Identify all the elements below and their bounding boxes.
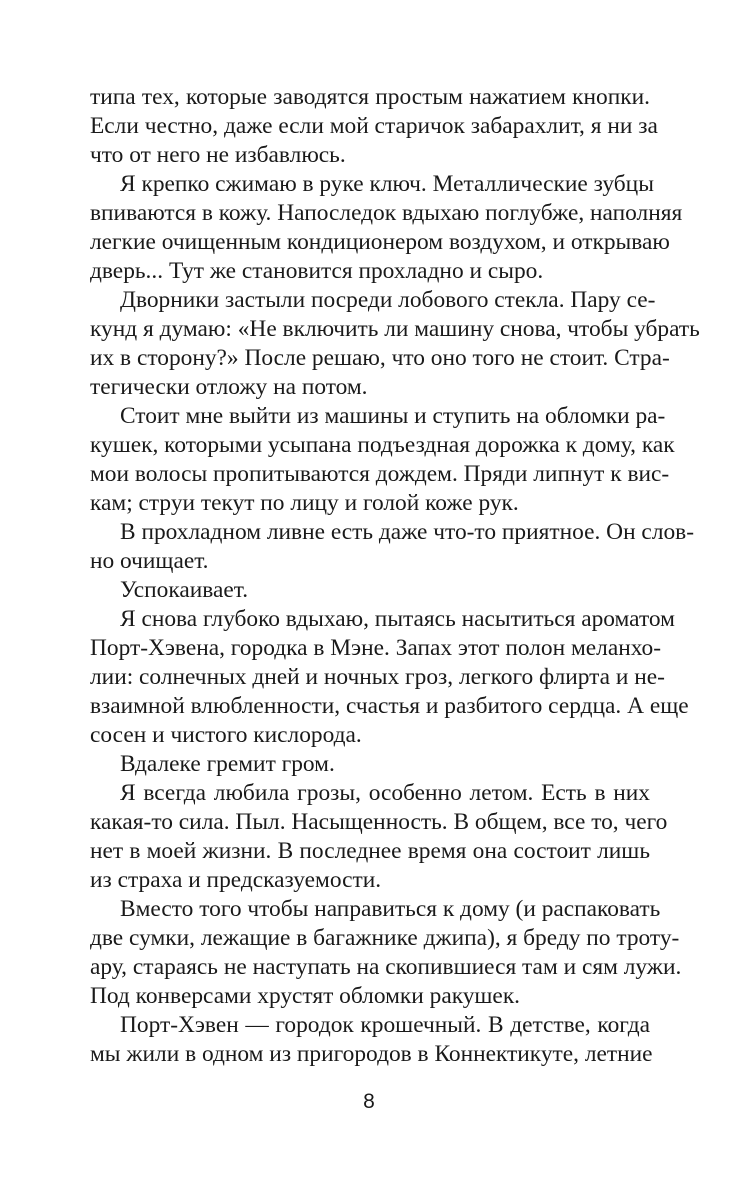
text-line: Я крепко сжимаю в руке ключ. Металлические зубцы [120,171,654,197]
text-line: дверь... Тут же становится прохладно и сыро. [90,258,544,284]
text-line: сосен и чистого кислорода. [90,722,362,748]
text-line: Вместо того чтобы направиться к дому (и распаковать [120,896,661,922]
text-line: какая-то сила. Пыл. Насыщенность. В общем, все то, чего [90,809,668,835]
text-line: легкие очищенным кондиционером воздухом, и открываю [90,229,670,255]
text-line: Под конверсами хрустят обломки ракушек. [90,983,521,1009]
text-line: из страха и предсказуемости. [90,867,382,893]
text-line: нет в моей жизни. В последнее время она состоит лишь [90,838,650,864]
text-line: типа тех, которые заводятся простым нажатием кнопки. [90,84,650,110]
page-number: 8 [363,1090,375,1113]
text-line: тегически отложу на потом. [90,374,368,400]
text-line: Если честно, даже если мой старичок забарахлит, я ни за [90,113,658,139]
text-line: лии: солнечных дней и ночных гроз, легкого флирта и не- [90,664,665,690]
text-line: Стоит мне выйти из машины и ступить на обломки ра- [120,403,666,429]
text-line: Вдалеке гремит гром. [120,751,335,777]
text-line: что от него не избавлюсь. [90,142,346,168]
text-line: Я всегда любила грозы, особенно летом. Есть в них [120,780,650,806]
text-line: Порт-Хэвена, городка в Мэне. Запах этот полон меланхо- [90,635,662,661]
text-line: их в сторону?» После решаю, что оно того не стоит. Стра- [90,345,670,371]
text-line: взаимной влюбленности, счастья и разбитого сердца. А еще [90,693,689,719]
text-line: Порт-Хэвен — городок крошечный. В детстве, когда [120,1012,650,1038]
text-line: Я снова глубоко вдыхаю, пытаясь насытиться ароматом [120,606,675,632]
text-line: мы жили в одном из пригородов в Коннектикуте, летние [90,1041,653,1067]
text-line: мои волосы пропитываются дождем. Пряди липнут к вис- [90,461,670,487]
text-line: впиваются в кожу. Напоследок вдыхаю поглубже, наполняя [90,200,683,226]
text-line: ару, стараясь не наступать на скопившиеся там и сям лужи. [90,954,682,980]
text-line: но очищает. [90,548,209,574]
text-line: две сумки, лежащие в багажнике джипа), я бреду по троту- [90,925,680,951]
text-line: Дворники застыли посреди лобового стекла. Пару се- [120,287,656,313]
text-line: Успокаивает. [120,577,249,603]
text-line: кам; струи текут по лицу и голой коже рук. [90,490,519,516]
text-line: кушек, которыми усыпана подъездная дорожка к дому, как [90,432,675,458]
text-line: В прохладном ливне есть даже что-то приятное. Он слов- [120,519,695,545]
text-line: кунд я думаю: «Не включить ли машину снова, чтобы убрать [90,316,700,342]
